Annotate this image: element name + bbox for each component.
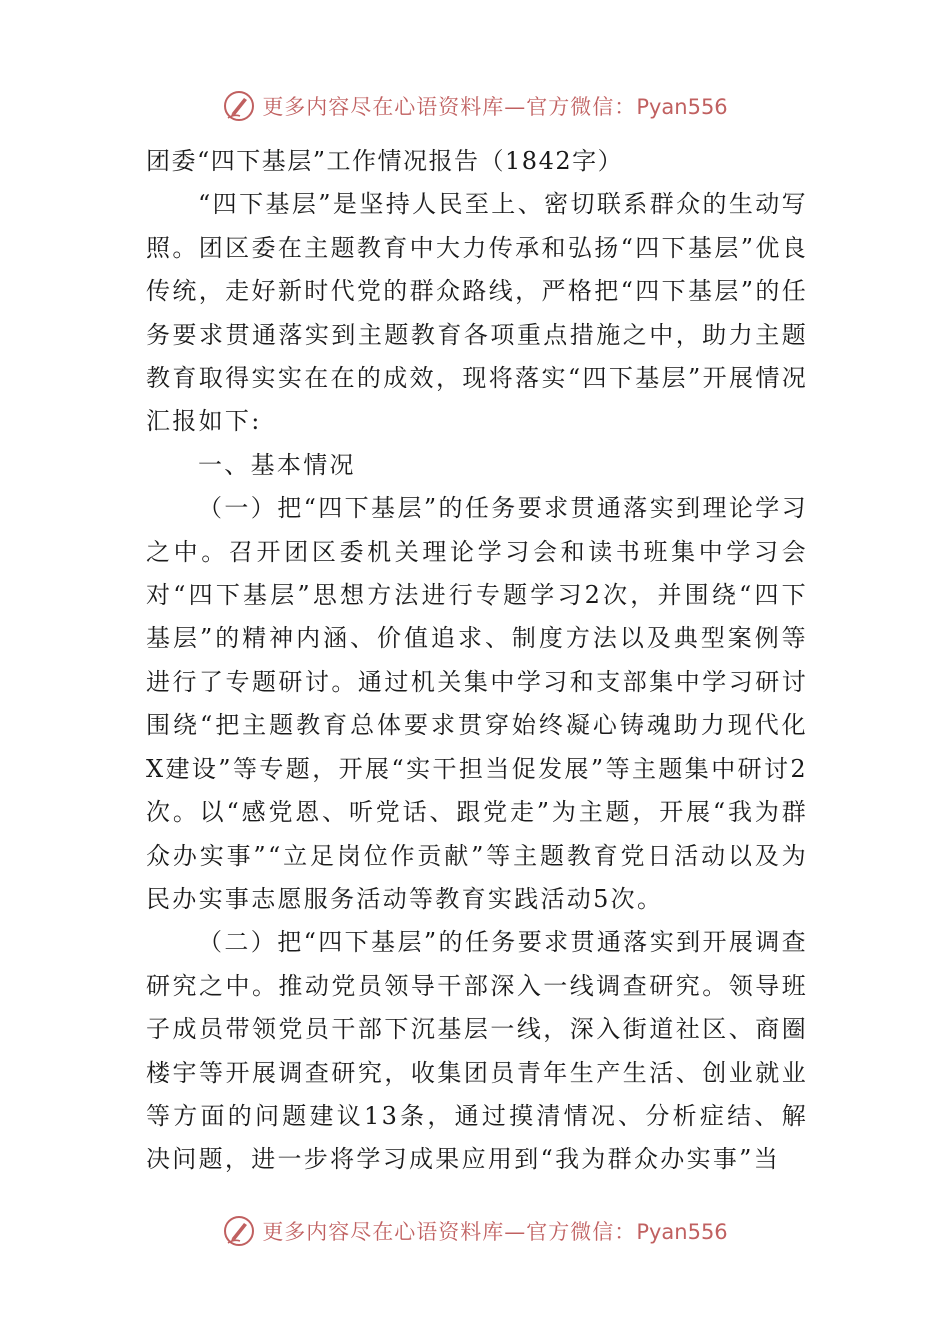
watermark-text: 更多内容尽在心语资料库—官方微信：Pyan556	[262, 1220, 728, 1244]
paragraph-research: （二）把“四下基层”的任务要求贯通落实到开展调查研究之中。推动党员领导干部深入一线调查研究。领导班子成员带领党员干部下沉基层一线，深入街道社区、商圈楼宇等开展调查研究，收集团员青年生产生活、创业就业等方面的问题建议13条，通过摸清情况、分析症结、解决问题，进一步将学习成果应用到“我为群众办实事”当	[146, 928, 808, 1174]
paragraph-theory-study: （一）把“四下基层”的任务要求贯通落实到理论学习之中。召开团区委机关理论学习会和读书班集中学习会对“四下基层”思想方法进行专题学习2次，并围绕“四下基层”的精神内涵、价值追求、制度方法以及典型案例等进行了专题研讨。通过机关集中学习和支部集中学习研讨围绕“把主题教育总体要求贯穿始终凝心铸魂助力现代化X建设”等专题，开展“实干担当促发展”等主题集中研讨2次。以“感党恩、听党话、跟党走”为主题，开展“我为群众办实事”“立足岗位作贡献”等主题教育党日活动以及为民办实事志愿服务活动等教育实践活动5次。	[146, 494, 808, 913]
section-heading-basic-situation: 一、基本情况	[198, 450, 356, 479]
document-title: 团委“四下基层”工作情况报告（1842字）	[146, 147, 624, 175]
pen-logo-icon	[222, 1214, 256, 1248]
watermark-footer	[0, 1209, 950, 1253]
document-body	[146, 140, 808, 1182]
watermark-header	[0, 84, 950, 128]
paragraph-intro: “四下基层”是坚持人民至上、密切联系群众的生动写照。团区委在主题教育中大力传承和弘扬“四下基层”优良传统，走好新时代党的群众路线，严格把“四下基层”的任务要求贯通落实到主题教育各项重点措施之中，助力主题教育取得实实在在的成效，现将落实“四下基层”开展情况汇报如下:	[146, 190, 808, 436]
pen-logo-icon	[222, 89, 256, 123]
watermark-text: 更多内容尽在心语资料库—官方微信：Pyan556	[262, 95, 728, 119]
